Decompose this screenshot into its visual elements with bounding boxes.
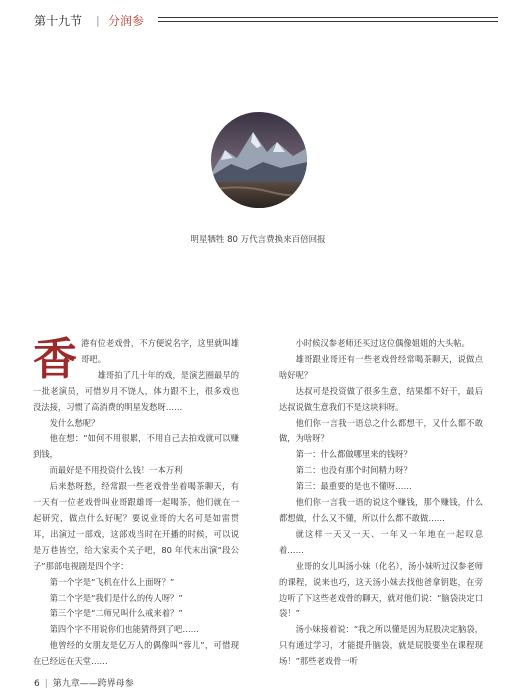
opening-text: 港有位老戏骨，不方便说名字，这里就叫雄哥吧。: [81, 338, 239, 364]
paragraph: 业哥的女儿叫汤小妹（化名），汤小妹听过汉参老师的课程，说来也巧，这天汤小妹去找他爸拿钥匙，在旁边听了下这些老戏骨的聊天，就对他们说：“脑袋决定口袋！”: [279, 560, 483, 619]
left-column: [33, 336, 239, 670]
right-column: [279, 336, 483, 670]
opening-paragraph: [33, 334, 239, 385]
paragraph: 他曾经的女朋友是亿万人的偶像叫“蓉儿”，可惜现在已经远在天堂……: [33, 640, 239, 667]
paragraph: 而最好是不用投资什么钱！一本万利: [49, 465, 183, 476]
paragraph: 汤小妹接着说：“我之所以懂是因为屁股决定脑袋，只有通过学习，才能提升脑袋，就是屁股要坐在课程现场！”那些老戏骨一听: [279, 624, 483, 667]
paragraph: 后来愁呀愁，经常跟一些老戏骨坐着喝茶聊天，有一天有一位老戏骨叫业哥跟雄哥一起喝茶，他们就在一起研究，做点什么好呢？要说业哥的大名可是如雷贯耳，出演过一部戏，这部戏当时在开播的时候，可以说是万巷皆空，给大家卖个关子吧，80 年代末出演“段公子”那部电视剧是四个字：: [33, 481, 239, 571]
page-header: [34, 12, 498, 32]
paragraph: 就这样一天又一天、一年又一年地在一起叹息着……: [279, 528, 483, 555]
section-title: 分润参: [108, 14, 145, 28]
page-footer: [34, 676, 134, 689]
paragraph: 雄哥拍了几十年的戏，是演艺圈最早的一批老演员，可惜岁月不饶人，体力跟不上，很多戏也没法接，习惯了高消费的明星发愁呀……: [33, 369, 239, 412]
paragraph: 达叔可是投资做了很多生意，结果都不好干，最后达叔说做生意我们不是这块料呀。: [279, 385, 483, 412]
header-rule-bottom: [158, 21, 498, 22]
header-separator: |: [96, 14, 100, 27]
circular-mountain-photo: [211, 112, 307, 208]
paragraph: 发什么愁呢？: [49, 417, 100, 428]
paragraph: 第二个字是“我们是什么的传人呀？”: [49, 592, 183, 603]
paragraph: 第三：最重要的是也不懂呀……: [295, 481, 412, 492]
paragraph: 他们你一言我一语总之什么都想干，又什么都不敢做，为啥呀？: [279, 417, 483, 444]
paragraph: 第一个字是“飞机在什么上面呀？”: [49, 576, 175, 587]
paragraph: 他在想：“如何不用很累，不用自己去拍戏就可以赚到钱，: [33, 433, 239, 460]
drop-cap: 香: [33, 334, 77, 385]
header-rule-top: [158, 17, 498, 18]
photo-caption: 明星牺牲 80 万代言费换来百倍回报: [190, 235, 326, 245]
paragraph: 他们你一言我一语的说这个赚钱，那个赚钱，什么都想做，什么又不懂，所以什么都不敢做……: [279, 497, 483, 523]
chapter-title: 第九章——跨界母参: [52, 679, 134, 689]
paragraph: 小时候汉参老师还买过这位偶像姐姐的大头帖。: [295, 338, 470, 348]
paragraph: 第二：也没有那个时间精力呀？: [295, 465, 412, 476]
paragraph: 第一：什么都做哪里来的钱呀？: [295, 449, 412, 460]
paragraph: 第四个字不用说你们也能猜得到了吧……: [49, 624, 199, 635]
paragraph: 第三个字是“二师兄叫什么戒来着？”: [49, 608, 183, 619]
footer-separator: |: [44, 679, 48, 689]
paragraph: 雄哥跟业哥还有一些老戏骨经常喝茶聊天，说做点啥好呢？: [279, 353, 483, 380]
page-number: 6: [34, 679, 40, 689]
section-number: 第十九节: [34, 14, 83, 28]
